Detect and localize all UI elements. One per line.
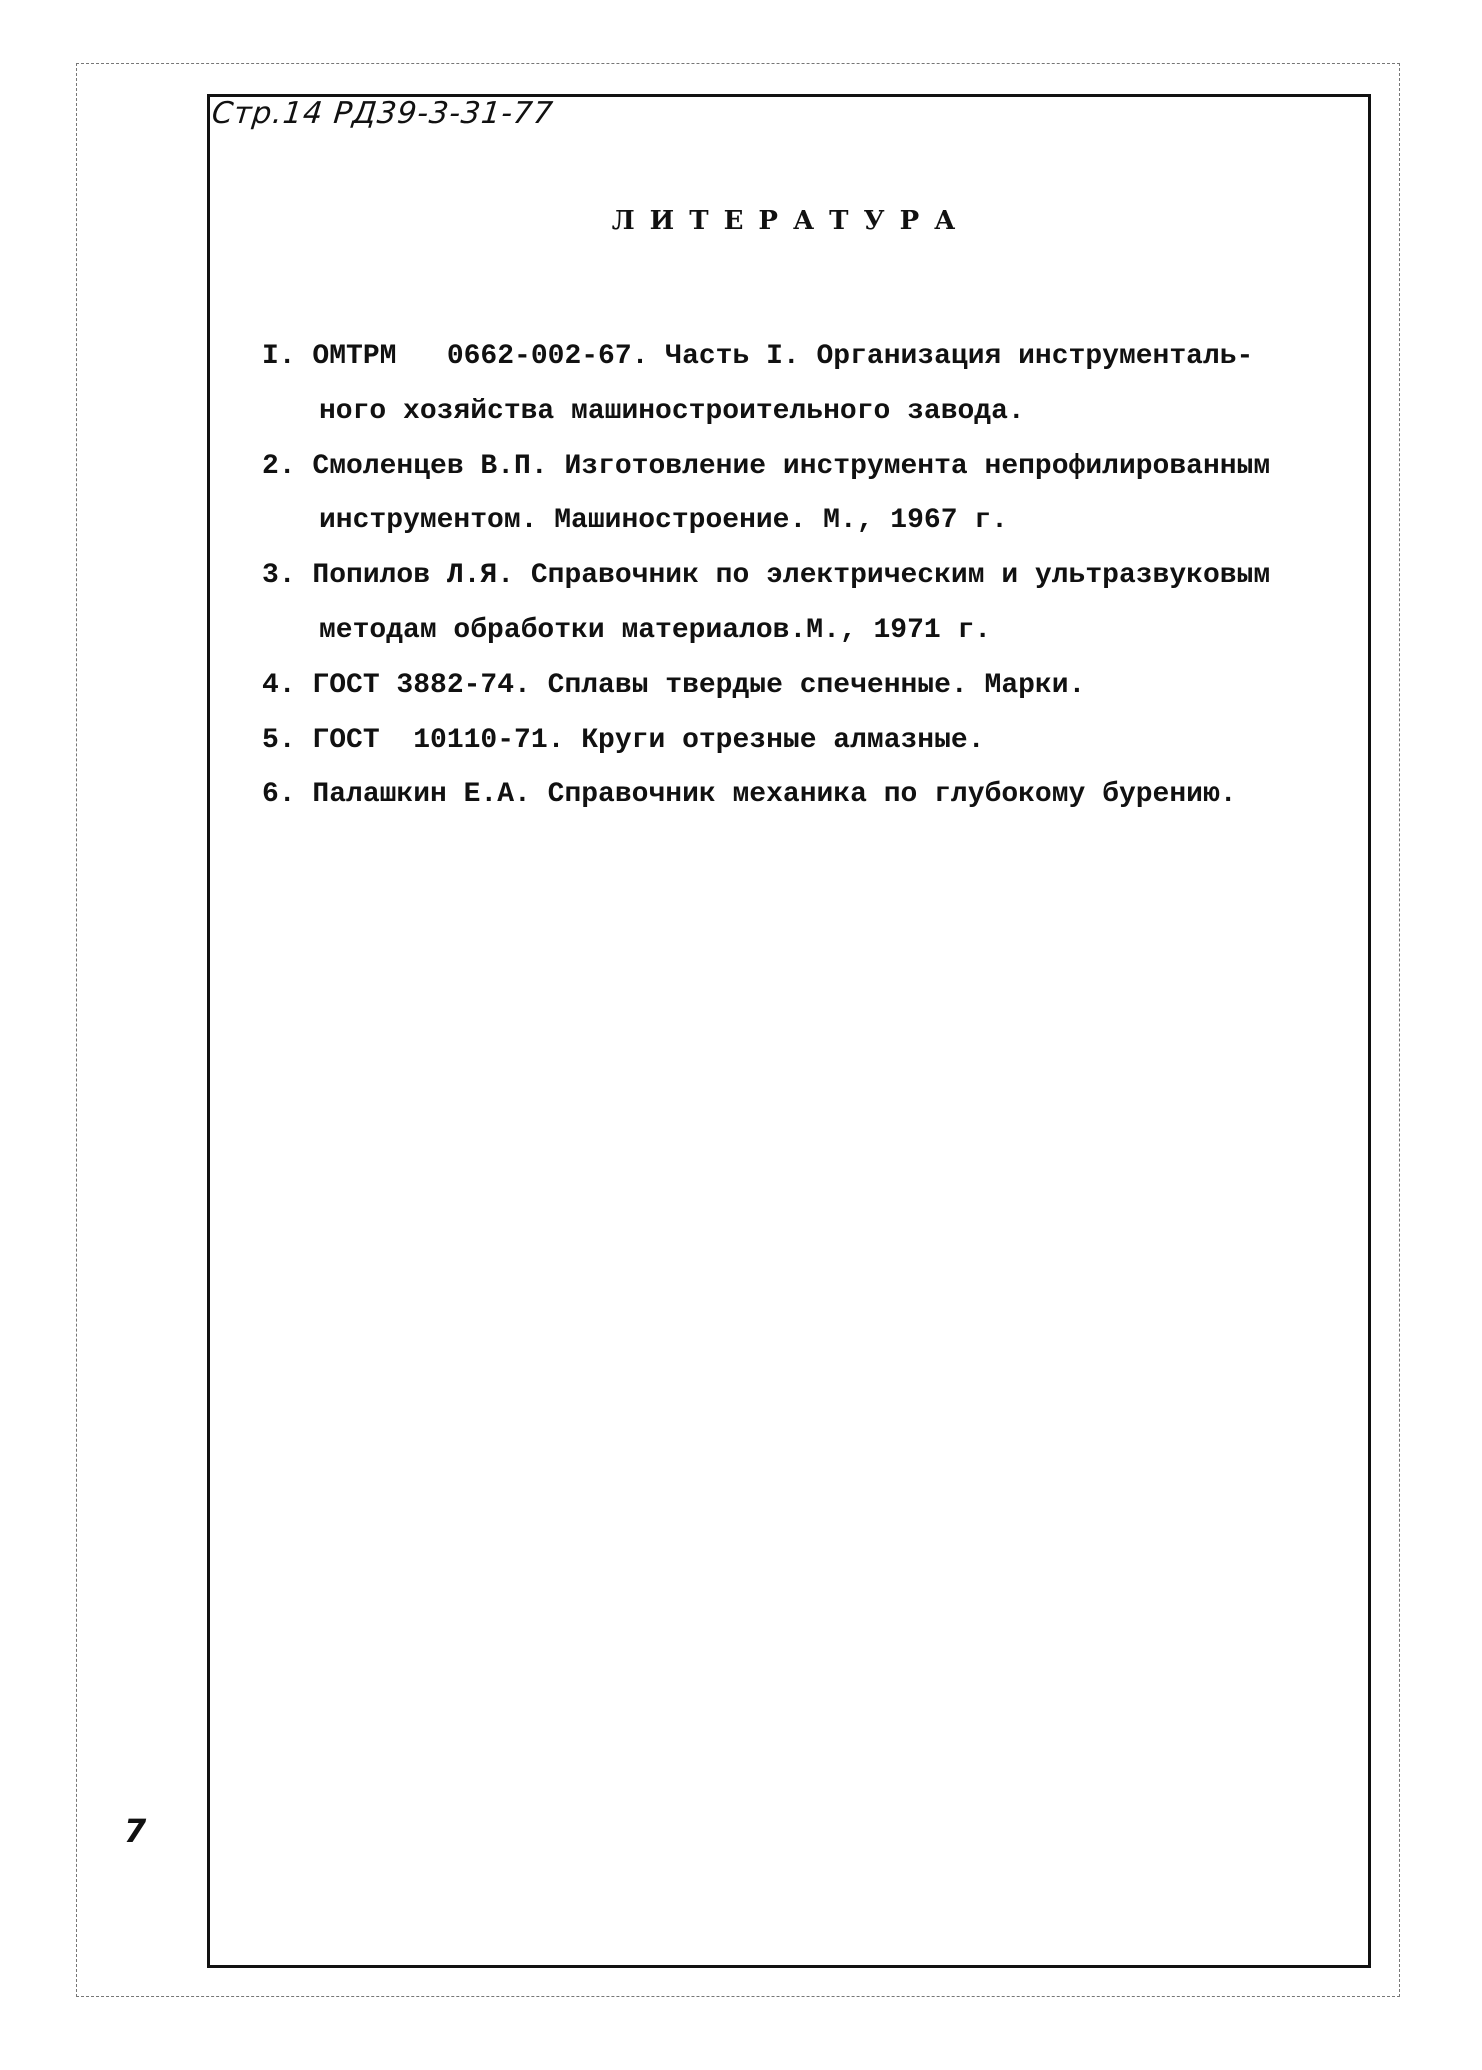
reference-item-continuation: ного хозяйства машиностроительного завода. [319, 395, 1025, 427]
document-reference: Стр.14 РД39-3-31-77 [210, 96, 556, 131]
reference-item: 4. ГОСТ 3882-74. Сплавы твердые спеченные. Марки. [262, 669, 1086, 701]
reference-item: 5. ГОСТ 10110-71. Круги отрезные алмазные. [262, 724, 985, 756]
reference-item-continuation: методам обработки материалов.М., 1971 г. [319, 614, 992, 646]
reference-item: 2. Смоленцев В.П. Изготовление инструмента непрофилированным [262, 450, 1271, 482]
reference-list [262, 330, 1270, 823]
reference-item: 6. Палашкин Е.А. Справочник механика по глубокому бурению. [262, 779, 1237, 811]
reference-item: 3. Попилов Л.Я. Справочник по электрическим и ультразвуковым [262, 560, 1271, 592]
reference-item: I. ОМТРМ 0662-002-67. Часть I. Организация инструменталь- [262, 341, 1254, 372]
reference-item-continuation: инструментом. Машиностроение. М., 1967 г. [319, 505, 1008, 537]
page-title: ЛИТЕРАТУРА [611, 206, 971, 236]
page-number: 7 [124, 1812, 147, 1850]
